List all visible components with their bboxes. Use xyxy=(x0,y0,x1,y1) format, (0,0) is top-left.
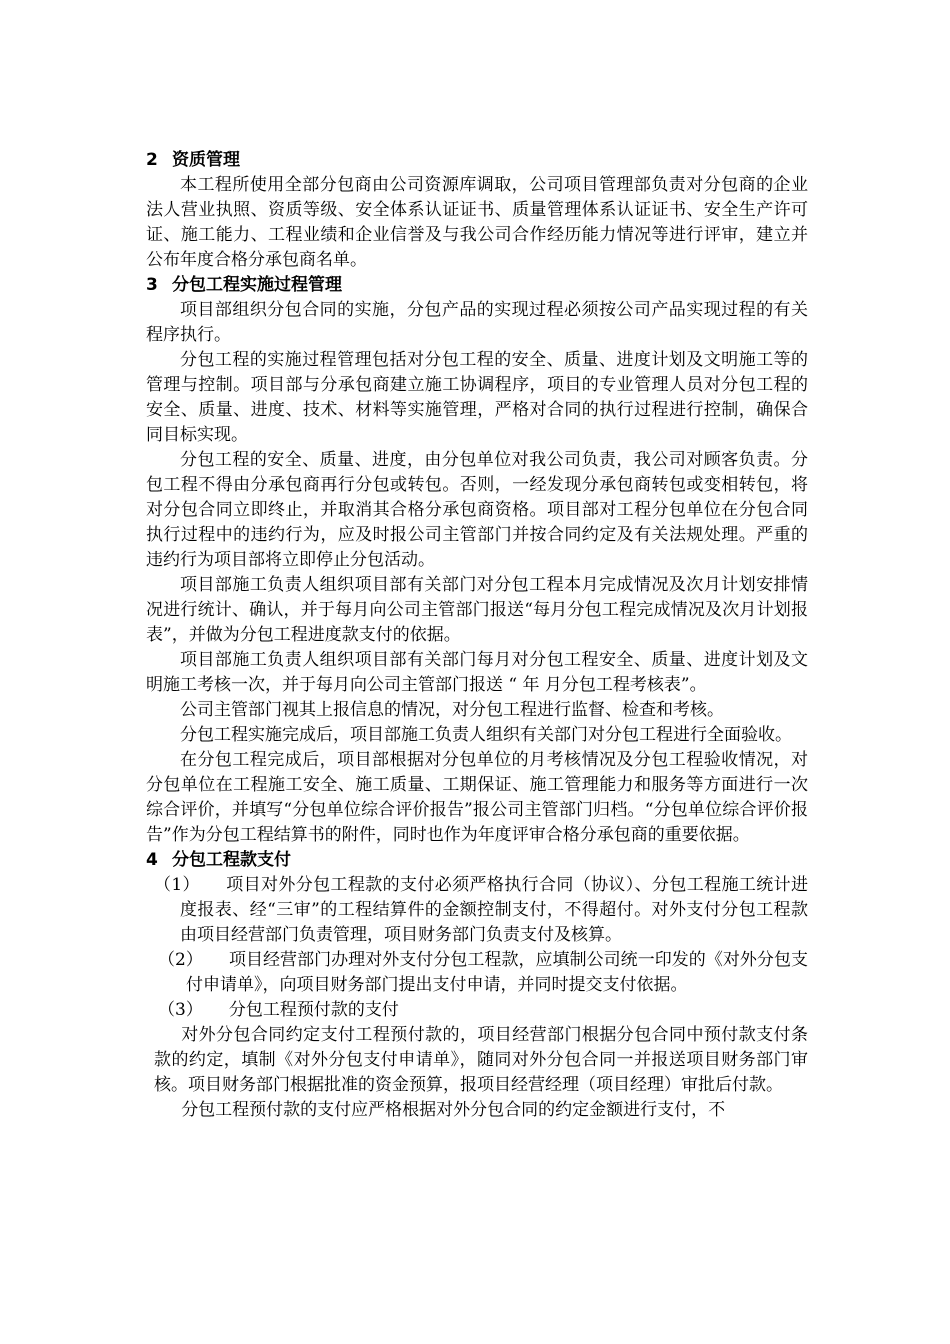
section-number: 2 xyxy=(146,150,158,170)
list-item xyxy=(146,998,808,1023)
paragraph: 在分包工程完成后，项目部根据对分包单位的月考核情况及分包工程验收情况，对分包单位在工程施工安全、施工质量、工期保证、施工管理能力和服务等方面进行一次综合评价，并填写“分包单位综合评价报告”报公司主管部门归档。“分包单位综合评价报告”作为分包工程结算书的附件，同时也作为年度评审合格分承包商的重要依据。 xyxy=(146,750,808,845)
list-item-label: （2） xyxy=(158,950,203,970)
section-title: 资质管理 xyxy=(172,150,240,170)
section-heading-4 xyxy=(146,848,808,873)
paragraph: 项目部组织分包合同的实施，分包产品的实现过程必须按公司产品实现过程的有关程序执行。 xyxy=(146,300,808,345)
list-item-label: （3） xyxy=(158,1000,203,1020)
paragraph: 公司主管部门视其上报信息的情况，对分包工程进行监督、检查和考核。 xyxy=(180,700,724,720)
section-title: 分包工程实施过程管理 xyxy=(172,275,342,295)
list-item xyxy=(146,948,808,998)
paragraph: 分包工程的安全、质量、进度，由分包单位对我公司负责，我公司对顾客负责。分包工程不得由分承包商再行分包或转包。否则，一经发现分承包商转包或变相转包，将对分包合同立即终止，并取消其合格分承包商资格。项目部对工程分包单位在分包合同执行过程中的违约行为，应及时报公司主管部门并按合同约定及有关法规处理。严重的违约行为项目部将立即停止分包活动。 xyxy=(146,450,808,570)
section-title: 分包工程款支付 xyxy=(172,850,291,870)
paragraph: 分包工程预付款的支付应严格根据对外分包合同的约定金额进行支付，不 xyxy=(181,1100,726,1120)
list-item-text: 项目对外分包工程款的支付必须严格执行合同（协议）、分包工程施工统计进度报表、经“三审”的工程结算件的金额控制支付，不得超付。对外支付分包工程款由项目经营部门负责管理，项目财务部门负责支付及核算。 xyxy=(180,875,808,945)
paragraph: 本工程所使用全部分包商由公司资源库调取，公司项目管理部负责对分包商的企业法人营业执照、资质等级、安全体系认证证书、质量管理体系认证证书、安全生产许可证、施工能力、工程业绩和企业信誉及与我公司合作经历能力情况等进行评审，建立并公布年度合格分承包商名单。 xyxy=(146,175,808,270)
list-item xyxy=(146,873,808,948)
paragraph: 对外分包合同约定支付工程预付款的，项目经营部门根据分包合同中预付款支付条款的约定，填制《对外分包支付申请单》，随同对外分包合同一并报送项目财务部门审核。项目财务部门根据批准的资金预算，报项目经营经理（项目经理）审批后付款。 xyxy=(154,1025,808,1095)
list-item-label: （1） xyxy=(154,875,200,895)
paragraph: 分包工程实施完成后，项目部施工负责人组织有关部门对分包工程进行全面验收。 xyxy=(180,725,792,745)
paragraph: 项目部施工负责人组织项目部有关部门对分包工程本月完成情况及次月计划安排情况进行统计、确认，并于每月向公司主管部门报送“每月分包工程完成情况及次月计划报表”，并做为分包工程进度款支付的依据。 xyxy=(146,575,808,645)
list-item-text: 项目经营部门办理对外支付分包工程款，应填制公司统一印发的《对外分包支付申请单》，向项目财务部门提出支付申请，并同时提交支付依据。 xyxy=(186,950,808,995)
section-heading-3 xyxy=(146,273,808,298)
section-heading-2 xyxy=(146,148,808,173)
document-body xyxy=(146,148,808,1123)
paragraph: 分包工程的实施过程管理包括对分包工程的安全、质量、进度计划及文明施工等的管理与控制。项目部与分承包商建立施工协调程序，项目的专业管理人员对分包工程的安全、质量、进度、技术、材料等实施管理，严格对合同的执行过程进行控制，确保合同目标实现。 xyxy=(146,350,808,445)
list-item-text: 分包工程预付款的支付 xyxy=(228,1000,399,1020)
section-number: 3 xyxy=(146,275,158,295)
paragraph: 项目部施工负责人组织项目部有关部门每月对分包工程安全、质量、进度计划及文明施工考核一次，并于每月向公司主管部门报送 “ 年 月分包工程考核表”。 xyxy=(146,650,808,695)
section-number: 4 xyxy=(146,850,158,870)
